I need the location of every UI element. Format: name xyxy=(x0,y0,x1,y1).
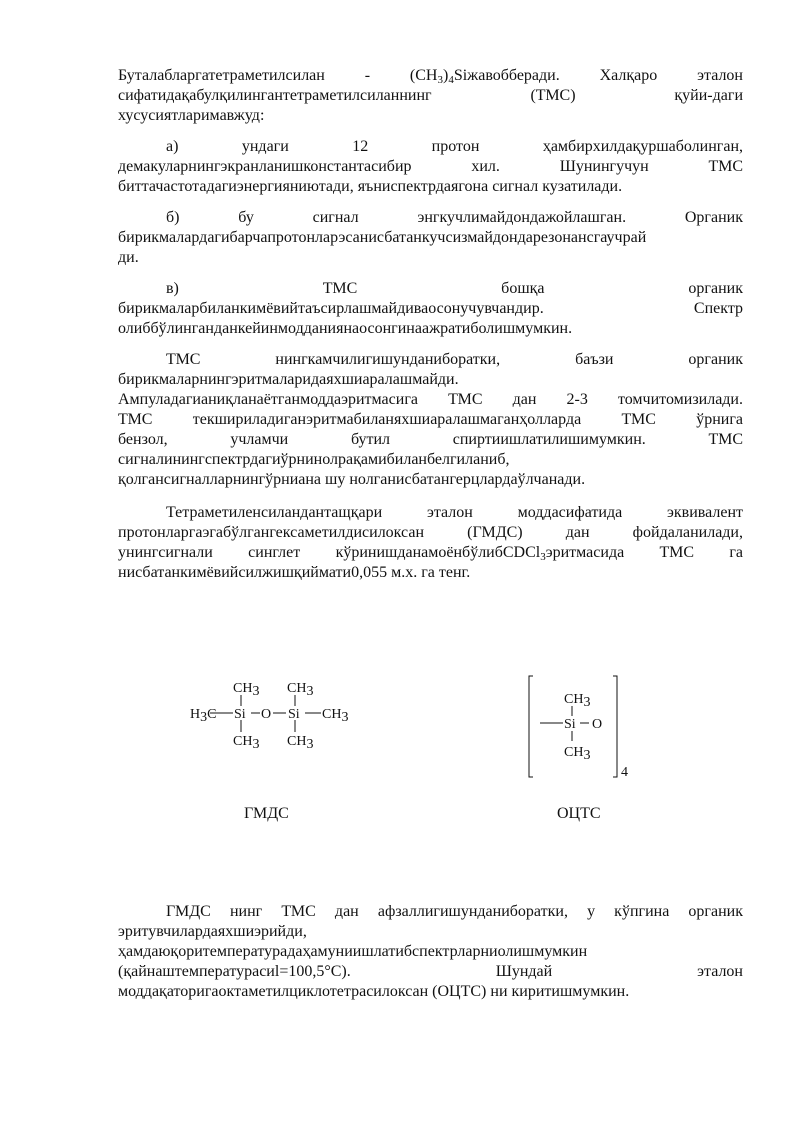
text-line: ТМС нингкамчилигишунданиборатки, баъзи органик xyxy=(166,351,743,368)
text-line: бензол, учламчи бутил спиртиишлатилишимумкин. ТМС xyxy=(118,431,743,448)
octs-caption: ОЦТС xyxy=(557,805,601,822)
svg-text:H3C: H3C xyxy=(190,707,217,725)
svg-text:CH3: CH3 xyxy=(564,745,591,763)
svg-text:CH3: CH3 xyxy=(564,692,591,710)
text-line: бирикмалардагибарчапротонларэсанисбатанкучсизмайдондарезонансгаучрай xyxy=(118,229,647,246)
text-line: ҳамдаюқоритемпературадаҳамуниишлатибспектрларниолишмумкин xyxy=(118,943,588,960)
svg-text:CH3: CH3 xyxy=(233,681,260,699)
text-line: б) бу сигнал энгкучлимайдондажойлашган. Органик xyxy=(166,209,743,226)
text-line: ТМС текшириладиганэритмабиланяхшиаралашмаганҳолларда ТМС ўрнига xyxy=(118,411,743,428)
svg-text:CH3: CH3 xyxy=(287,734,314,752)
paragraph-item-a xyxy=(118,137,743,197)
svg-text:CH3: CH3 xyxy=(287,681,314,699)
svg-text:CH3: CH3 xyxy=(322,707,349,725)
text-line: (қайнаштемпературасиl=100,5°С). Шундай эталон xyxy=(118,963,743,980)
svg-text:O: O xyxy=(592,717,603,732)
text-line: хусусиятларимавжуд: xyxy=(118,107,265,124)
text-line: бирикмаларбиланкимёвийтаъсирлашмайдиваосонучувчандир. Спектр xyxy=(118,300,743,317)
svg-text:Si: Si xyxy=(564,717,576,732)
text-line: биттачастотадагиэнергияниютади, яъниспектрдаягона сигнал кузатилади. xyxy=(118,178,623,195)
text-line: унингсигнали синглет кўринишданамоёнбўлибCDCl$_3$эритмасида ТМС га xyxy=(118,544,743,563)
text-line: Буталабларгатетраметилсилан - $(CH_3)_4Siжавобберади$. Халқаро эталон xyxy=(118,67,743,86)
paragraph-hmds-advantages xyxy=(118,902,743,1002)
hmds-structure xyxy=(210,695,321,732)
paragraph-hmds xyxy=(118,503,743,583)
text-line: қолгансигналларнингўрниана шу нолганисбатангерцлардаўлчанади. xyxy=(118,471,586,488)
text-line: бирикмаларнингэритмаларидаяхшиаралашмайди. xyxy=(118,371,459,388)
text-line: эритувчилардаяхшиэрийди, xyxy=(118,923,307,940)
text-line: Ампуладагианиқланаётганмоддаэритмасига ТМС дан 2-3 томчитомизилади. xyxy=(118,391,743,408)
text-line: сигналинингспектрдагиўрнинолрақамибиланбелгиланиб, xyxy=(118,451,510,468)
paragraph-tms-drawbacks xyxy=(118,350,743,490)
text-line: моддақаторигаоктаметилциклотетрасилоксан (ОЦТС) ни киритишмумкин. xyxy=(118,983,630,1000)
octs-structure xyxy=(529,676,617,777)
hmds-labels xyxy=(190,681,348,752)
text-line: а) ундаги 12 протон ҳамбирхилдақуршаболинган, xyxy=(166,138,743,155)
text-line: в) ТМС бошқа органик xyxy=(166,280,743,297)
svg-text:Si: Si xyxy=(288,707,300,722)
hmds-caption: ГМДС xyxy=(244,805,289,822)
paragraph-item-b xyxy=(118,208,743,268)
text-line: протонларгаэгабўлгангексаметилдисилоксан (ГМДС) дан фойдаланилади, xyxy=(118,524,743,541)
paragraph-intro xyxy=(118,66,743,126)
svg-text:CH3: CH3 xyxy=(233,734,260,752)
text-line: олиббўлинганданкейинмодданиянаосонгинаажратиболишмумкин. xyxy=(118,320,573,337)
octs-labels xyxy=(564,692,628,780)
text-line: ГМДС нинг ТМС дан афзаллигишунданиборатки, у кўпгина органик xyxy=(166,903,743,920)
paragraph-item-c xyxy=(118,279,743,339)
document-body xyxy=(118,66,743,583)
text-line: нисбатанкимёвийсилжишқиймати0,055 м.х. га тенг. xyxy=(118,564,471,581)
svg-text:O: O xyxy=(261,707,272,722)
text-line: демакуларнингэкранланишконстантасибир хил. Шунингучун ТМС xyxy=(118,158,743,175)
text-line: сифатидақабулқилингантетраметилсиланнинг (ТМС) қуйи-даги xyxy=(118,87,743,104)
octs-repeat-index: 4 xyxy=(621,765,628,780)
text-line: ди. xyxy=(118,249,139,266)
svg-text:Si: Si xyxy=(234,707,246,722)
text-line: Тетраметиленсиландантащқари эталон моддасифатида эквивалент xyxy=(166,504,743,521)
